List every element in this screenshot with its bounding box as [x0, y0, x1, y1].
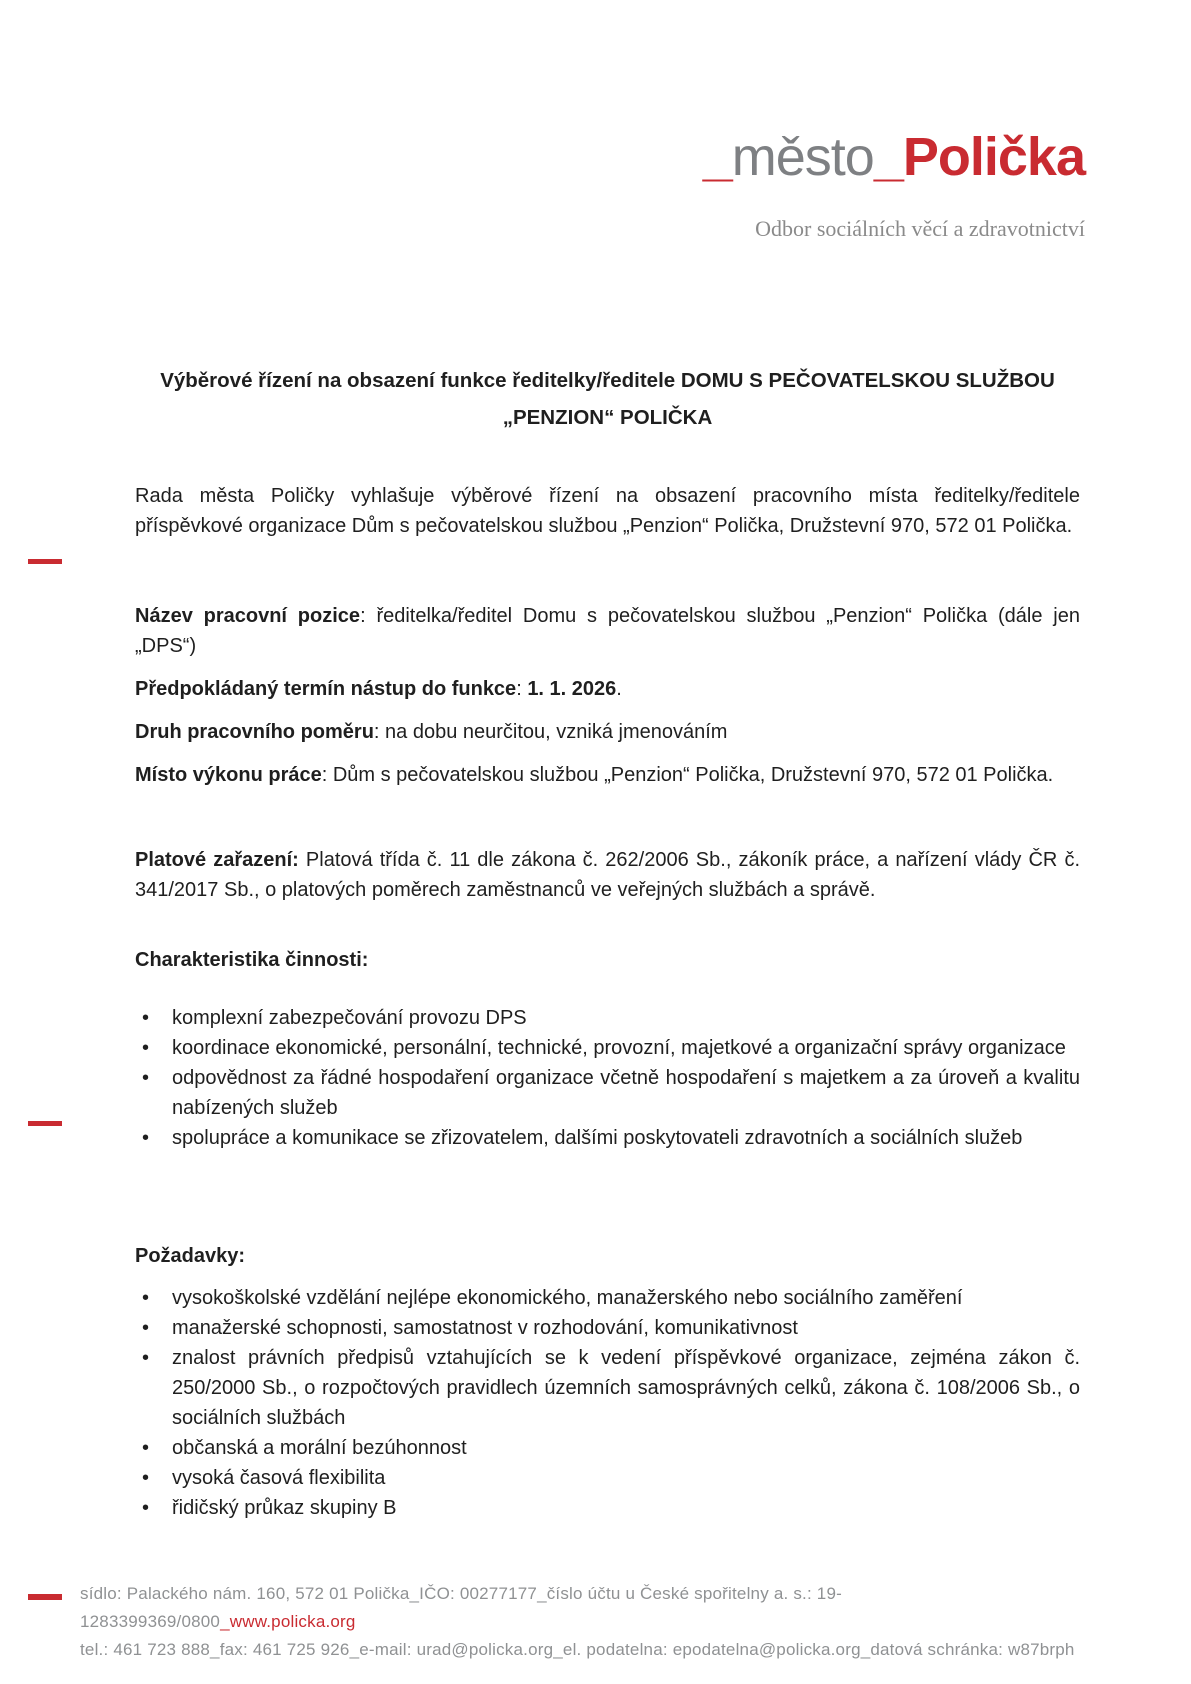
logo-name-word: Polička — [902, 127, 1085, 187]
bullet-icon: • — [142, 1497, 150, 1519]
salary-paragraph — [135, 845, 1080, 905]
salary-label: Platové zařazení: — [135, 849, 299, 871]
start-date-label: Předpokládaný termín nástup do funkce — [135, 678, 517, 700]
list-item-text: koordinace ekonomické, personální, technické, provozní, majetkové a organizační správy organizace — [172, 1037, 1066, 1059]
bullet-icon: • — [142, 1067, 150, 1089]
letterhead — [703, 128, 1085, 242]
website-link[interactable]: _www.policka.org — [220, 1612, 356, 1631]
footer-line1 — [80, 1580, 1110, 1636]
list-item-text: odpovědnost za řádné hospodaření organizace včetně hospodaření s majetkem a za úroveň a kvalitu nabízených služeb — [172, 1067, 1080, 1119]
list-item — [135, 1063, 1080, 1123]
requirements-list — [135, 1283, 1080, 1523]
fold-mark-top — [28, 559, 62, 564]
list-item-text: řidičský průkaz skupiny B — [172, 1497, 397, 1519]
list-item-text: manažerské schopnosti, samostatnost v rozhodování, komunikativnost — [172, 1317, 798, 1339]
logo-city-word: město — [731, 127, 874, 187]
list-item-text: komplexní zabezpečování provozu DPS — [172, 1007, 527, 1029]
fold-mark-middle — [28, 1121, 62, 1126]
bullet-icon: • — [142, 1007, 150, 1029]
start-date-paragraph — [135, 674, 1080, 704]
salary-value: Platová třída č. 11 dle zákona č. 262/2006 Sb., zákoník práce, a nařízení vlády ČR č. 341/2017 Sb., o platových poměrech zaměstnanců ve veřejných službách a správě. — [135, 849, 1081, 901]
bullet-icon: • — [142, 1437, 150, 1459]
fold-mark-footer — [28, 1594, 62, 1600]
list-item-text: vysoká časová flexibilita — [172, 1467, 386, 1489]
list-item-text: spolupráce a komunikace se zřizovatelem, dalšími poskytovateli zdravotních a sociálních služeb — [172, 1127, 1023, 1149]
position-name-value: : ředitelka/ředitel Domu s pečovatelskou službou „Penzion“ Polička (dále jen „DPS“) — [135, 605, 1080, 657]
bullet-icon: • — [142, 1037, 150, 1059]
characteristics-list — [135, 1003, 1080, 1153]
list-item-text: občanská a morální bezúhonnost — [172, 1437, 467, 1459]
start-date-tail: . — [616, 678, 622, 700]
list-item — [135, 1343, 1080, 1433]
list-item-text: vysokoškolské vzdělání nejlépe ekonomického, manažerského nebo sociálního zaměření — [172, 1287, 963, 1309]
workplace-value: : Dům s pečovatelskou službou „Penzion“ Polička, Družstevní 970, 572 01 Polička. — [321, 764, 1054, 786]
employment-type-value: : na dobu neurčitou, vzniká jmenováním — [373, 721, 728, 743]
list-item — [135, 1463, 1080, 1493]
list-item — [135, 1313, 1080, 1343]
workplace-paragraph — [135, 760, 1080, 790]
workplace-label: Místo výkonu práce — [135, 764, 322, 786]
bullet-icon: • — [142, 1317, 150, 1339]
position-name-paragraph — [135, 601, 1080, 661]
list-item — [135, 1123, 1080, 1153]
document-title-line1: Výběrové řízení na obsazení funkce ředitelky/ředitele DOMU S PEČOVATELSKOU SLUŽBOU — [160, 369, 1055, 392]
department-name: Odbor sociálních věcí a zdravotnictví — [755, 216, 1085, 241]
document-title-line2: „PENZION“ POLIČKA — [502, 406, 713, 429]
intro-paragraph: Rada města Poličky vyhlašuje výběrové řízení na obsazení pracovního místa ředitelky/ředitele příspěvkové organizace Dům s pečovatelskou službou „Penzion“ Polička, Družstevní 970, 572 01 Polička. — [135, 485, 1080, 537]
logo-underscore-icon: _ — [702, 127, 732, 187]
list-item — [135, 1003, 1080, 1033]
footer-contact-info: sídlo: Palackého nám. 160, 572 01 Polička_IČO: 00277177_číslo účtu u České spořitelny a. s.: 19-1283399369/0800 — [80, 1584, 842, 1631]
footer-line2: tel.: 461 723 888_fax: 461 725 926_e-mail: urad@policka.org_el. podatelna: epodatelna@policka.org_datová schránka: w87brph — [80, 1640, 1075, 1659]
list-item — [135, 1033, 1080, 1063]
position-name-label: Název pracovní pozice — [135, 605, 361, 627]
employment-type-paragraph — [135, 717, 1080, 747]
requirements-heading: Požadavky: — [135, 1245, 246, 1267]
start-date-separator: : — [516, 678, 528, 700]
list-item — [135, 1433, 1080, 1463]
footer — [80, 1580, 1110, 1664]
bullet-icon: • — [142, 1467, 150, 1489]
start-date-value: 1. 1. 2026 — [527, 678, 617, 700]
list-item — [135, 1283, 1080, 1313]
employment-type-label: Druh pracovního poměru — [135, 721, 374, 743]
list-item-text: znalost právních předpisů vztahujících se k vedení příspěvkové organizace, zejména zákon č. 250/2000 Sb., o rozpočtových pravidlech územních samosprávných celků, zákona č. 108/2006 Sb., o sociálních službách — [172, 1347, 1080, 1429]
list-item — [135, 1493, 1080, 1523]
bullet-icon: • — [142, 1127, 150, 1149]
characteristics-heading: Charakteristika činnosti: — [135, 949, 369, 971]
city-logo — [703, 128, 1085, 186]
document-title — [135, 362, 1080, 436]
bullet-icon: • — [142, 1347, 150, 1369]
bullet-icon: • — [142, 1287, 150, 1309]
logo-underscore-icon: _ — [873, 127, 903, 187]
